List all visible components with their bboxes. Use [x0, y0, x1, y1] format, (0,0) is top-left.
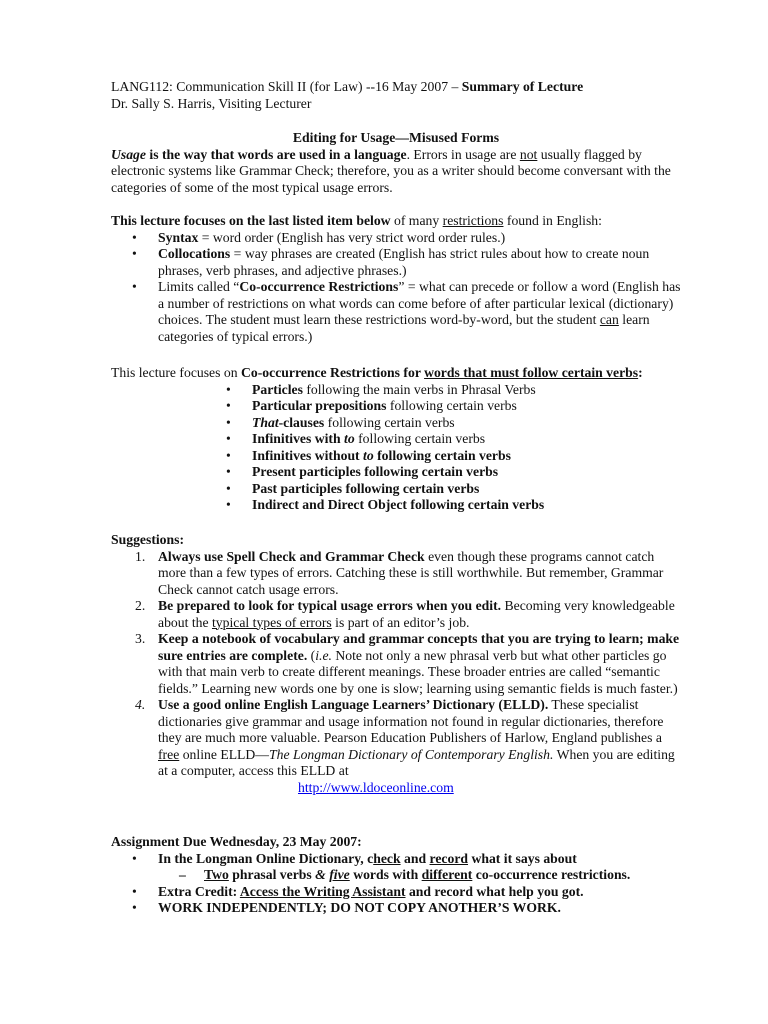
- list-item: • Present participles following certain verbs: [226, 464, 499, 479]
- verb-follow-list: [111, 382, 681, 514]
- assignment-sublist: [111, 867, 681, 884]
- list-item: 2. Be prepared to look for typical usage errors when you edit. Becoming very knowledgeable about the typical types of errors is part of an editor’s job.: [135, 598, 675, 630]
- document-header: [111, 79, 681, 112]
- bullet-icon: •: [226, 431, 231, 446]
- list-item: 1. Always use Spell Check and Grammar Check even though these programs cannot catch more than a few types of errors. Catching these is still worthwhile. But remember, Grammar Check cannot catch usage errors.: [135, 548, 664, 597]
- bullet-icon: •: [132, 279, 137, 294]
- list-item: • Indirect and Direct Object following certain verbs: [226, 497, 545, 512]
- list-item: • Past participles following certain verbs: [226, 480, 480, 496]
- bullet-icon: •: [132, 229, 137, 245]
- bullet-icon: •: [132, 883, 137, 899]
- bullet-icon: •: [226, 480, 231, 496]
- course-title: LANG112: Communication Skill II (for Law) --16 May 2007 –: [111, 79, 462, 94]
- bullet-icon: •: [226, 447, 231, 463]
- list-item: 3. Keep a notebook of vocabulary and grammar concepts that you are trying to learn; make sure entries are complete. (i.e. Note not only a new phrasal verb but what other particles go with that main verb to create different meanings. These broader entries are called “semantic fields.” Learning new words one by one is slow; learning using semantic fields is much faster.): [135, 631, 680, 696]
- list-item: • Syntax = word order (English has very strict word order rules.): [132, 229, 506, 245]
- bullet-icon: •: [226, 497, 231, 512]
- bullet-icon: •: [132, 850, 137, 866]
- list-item: • WORK INDEPENDENTLY; DO NOT COPY ANOTHER’S WORK.: [132, 900, 561, 915]
- ldoce-link[interactable]: http://www.ldoceonline.com: [298, 779, 454, 795]
- list-item: • Particular prepositions following certain verbs: [226, 398, 517, 413]
- restriction-list: [111, 230, 681, 346]
- bullet-icon: •: [226, 414, 231, 430]
- bullet-icon: •: [226, 398, 231, 413]
- assignment-heading: Assignment Due Wednesday, 23 May 2007:: [111, 834, 362, 849]
- list-item: 4. Use a good online English Language Learners’ Dictionary (ELLD). These specialist dictionaries give grammar and usage information not found in regular dictionaries, therefore they are much more valuable. Pearson Education Publishers of Harlow, England publishes a free online ELLD—The Longman Dictionary of Contemporary English. When you are editing at a computer, access this ELLD at http://www.ldoceonline.com: [135, 697, 675, 795]
- list-item: • Particles following the main verbs in Phrasal Verbs: [226, 381, 536, 397]
- focus-section-2: [111, 365, 681, 514]
- suggestions-heading: Suggestions:: [111, 532, 185, 547]
- bullet-icon: •: [226, 381, 231, 397]
- bullet-icon: •: [226, 464, 231, 479]
- dash-icon: –: [179, 867, 186, 882]
- suggestions-list: [111, 549, 681, 797]
- list-item: • Collocations = way phrases are created (English has strict rules about how to create noun phrases, verb phrases, and adjective phrases.): [132, 246, 650, 278]
- bullet-icon: •: [132, 900, 137, 915]
- list-item: • In the Longman Online Dictionary, check and record what it says about – Two phrasal verbs & five words with different co-occurrence restrictions.: [111, 851, 681, 884]
- assignment-list: [111, 851, 681, 917]
- list-item: • Infinitives with to following certain verbs: [226, 431, 486, 446]
- suggestions-section: [111, 532, 681, 796]
- focus1-lead: This lecture focuses on the last listed item below of many restrictions found in English:: [111, 213, 602, 228]
- list-item: • Extra Credit: Access the Writing Assistant and record what help you got.: [132, 883, 584, 899]
- list-item: • Limits called “Co-occurrence Restrictions” = what can precede or follow a word (English has a number of restrictions on what words can come before of after particular lexical (dictionary) choices. The student must learn these restrictions word-by-word, but the student can learn categories of typical errors.): [132, 279, 681, 344]
- assignment-section: [111, 834, 681, 917]
- intro-section: [111, 130, 681, 196]
- list-item: – Two phrasal verbs & five words with different co-occurrence restrictions.: [179, 867, 631, 882]
- bullet-icon: •: [132, 246, 137, 261]
- list-item: • Infinitives without to following certain verbs: [226, 447, 511, 463]
- summary-label: Summary of Lecture: [461, 79, 584, 94]
- document-title: Editing for Usage—Misused Forms: [292, 130, 500, 145]
- lecturer-line: Dr. Sally S. Harris, Visiting Lecturer: [111, 95, 312, 111]
- intro-paragraph: Usage is the way that words are used in a language. Errors in usage are not usually flagged by electronic systems like Grammar Check; therefore, you as a writer should become conversant with the categories of some of the most typical usage errors.: [111, 146, 671, 195]
- focus-section-1: [111, 213, 681, 345]
- list-item: • That-clauses following certain verbs: [226, 414, 455, 430]
- focus2-lead: This lecture focuses on Co-occurrence Restrictions for words that must follow certain verbs:: [111, 365, 643, 380]
- course-line: [111, 79, 681, 96]
